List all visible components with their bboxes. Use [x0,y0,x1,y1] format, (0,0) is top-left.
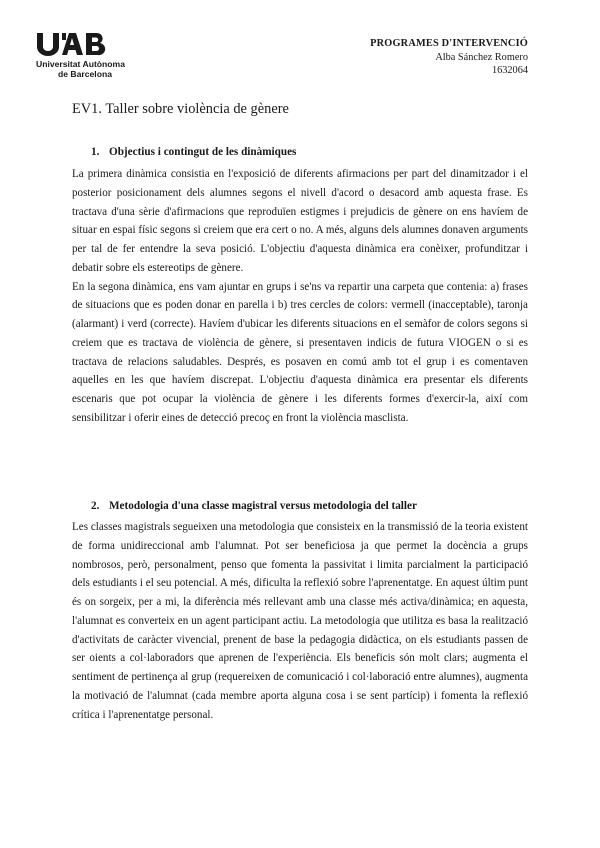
document-header [370,37,528,77]
section-2-title: Metodologia d'una classe magistral versus metodologia del taller [109,500,417,512]
section-1-heading [91,146,296,158]
section-2-paragraph-1: Les classes magistrals segueixen una metodologia que consisteix en la transmissió de la teoria existent de forma unidireccional amb l'alumnat. Pot ser beneficiosa ja que permet la docència a grups nombrosos, però, personalment, penso que fomenta la passivitat i limita parcialment la participació dels estudiants i el seu potencial. A més, dificulta la reflexió sobre l'aprenentatge. En aquest últim punt és on sorgeix, per a mi, la diferència més rellevant amb una classe més activa/dinàmica; en aquesta, l'alumnat es converteix en un agent participant actiu. La metodologia que utilitza es basa la realització d'activitats de caràcter vivencial, prenent de base la pedagogia didàctica, on els estudiants passen de ser oients a col·laboradors que aprenen de l'experiència. Els beneficis són molt clars; augmenta el sentiment de pertinença al grup (requereixen de comunicació i col·laboració entre alumnes), augmenta la motivació de l'alumnat (cada membre aporta alguna cosa i se sent partícip) i fomenta la reflexió crítica i l'aprenentatge personal. [72,521,528,721]
section-1-title: Objectius i contingut de les dinàmiques [109,146,297,158]
university-name-line2: de Barcelona [58,69,112,79]
section-1-paragraph-2: En la segona dinàmica, ens vam ajuntar en grups i se'ns va repartir una carpeta que contenia: a) frases de situacions que es poden donar en parella i b) tres cercles de colors: vermell (inacceptable), taronja (alarmant) i verd (correcte). Havíem d'ubicar les diferents situacions en el semàfor de colors segons si creiem que es tractava de violència de gènere, si presentaven indicis de futura VIOGEN o si es tractava de relacions saludables. Després, es posaven en comú amb tot el grup i es comentaven aquelles en les que havíem discrepat. L'objectiu d'aquesta dinàmica era presentar els diferents escenaris que pot ocupar la violència de gènere i les diferents formes d'exercir-la, així com sensibilitzar i oferir eines de detecció precoç en front la violència masclista. [72,280,528,424]
section-2-heading [91,500,417,512]
section-2-body [72,518,528,724]
doc-type: PROGRAMES D'INTERVENCIÓ [370,38,528,49]
section-1-body [72,165,528,428]
section-1-paragraph-1: La primera dinàmica consistia en l'exposició de diferents afirmacions per part del dinamitzador i el posterior posicionament dels alumnes segons el nivell d'acord o desacord amb aquesta frase. Es tractava d'una sèrie d'afirmacions que reproduïen estigmes i prejudicis de gènere on ens havíem de situar en espai físic segons si creiem que era cert o no. A més, alguns dels alumnes donaven arguments per tal de fer entendre la seva posició. L'objectiu d'aquesta dinàmica era conèixer, profunditzar i debatir sobre els estereotips de gènere. [72,168,528,274]
university-logo [36,32,146,79]
university-name-line1: Universitat Autònoma [36,59,125,69]
section-2-number: 2. [91,500,100,512]
student-id: 1632064 [491,65,528,76]
page-title: EV1. Taller sobre violència de gènere [72,101,289,117]
section-1-number: 1. [91,146,100,158]
author-name: Alba Sánchez Romero [435,52,528,63]
uab-logo-icon [36,32,126,56]
